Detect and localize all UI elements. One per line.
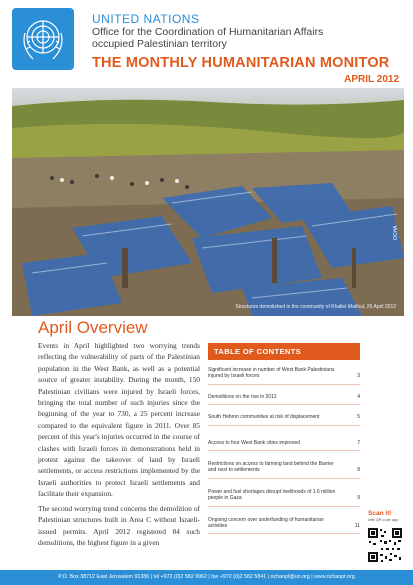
toc-heading: TABLE OF CONTENTS [208, 343, 360, 360]
toc-item[interactable] [208, 385, 360, 405]
qr-sublabel: with QR code app [368, 518, 399, 522]
toc-item-page: 11 [354, 523, 360, 530]
toc-item[interactable] [208, 479, 360, 507]
un-emblem-icon [12, 8, 74, 70]
organization-name: UNITED NATIONS [92, 12, 200, 26]
toc-item[interactable] [208, 507, 360, 535]
office-name: Office for the Coordination of Humanitarian Affairs [92, 26, 324, 38]
publication-title: THE MONTHLY HUMANITARIAN MONITOR [92, 55, 390, 71]
toc-item[interactable] [208, 426, 360, 451]
toc-item-page: 5 [357, 414, 360, 421]
toc-item-page: 9 [357, 495, 360, 502]
photo-side-label: OCHA [393, 225, 399, 240]
toc-item[interactable] [208, 360, 360, 385]
toc-item-title: Access to four West Bank cities improved [208, 439, 300, 446]
toc-item[interactable] [208, 405, 360, 425]
territory-name: occupied Palestinian territory [92, 38, 227, 50]
qr-label-text: Scan it! [368, 510, 392, 517]
qr-label [368, 510, 398, 524]
section-heading: April Overview [38, 318, 148, 337]
toc-item-title: Ongoing concern over underfunding of humanitarian activities [208, 516, 324, 530]
overview-body [38, 340, 200, 551]
header-block [92, 12, 404, 50]
issue-date: APRIL 2012 [344, 74, 399, 85]
toc-item-title: South Hebron communities at risk of displacement [208, 414, 320, 421]
toc-item-title: Significant increase in number of West Bank Palestinians injured by Israeli forces [208, 367, 335, 380]
qr-code-icon[interactable] [366, 526, 404, 564]
footer-contact: P.O. Box 38712 East Jerusalem 91386 | tel +972 (0)2 582 9962 | fax +972 (0)2 582 5841 | ochaopt@un.org | www.ochaopt.org [0, 570, 413, 585]
toc-item-title: Restrictions on access to farming land behind the Barrier and next to settlements [208, 461, 334, 474]
photo-credit: Structures demolished in the community of Khallet Makhul, 26 April 2012 [235, 304, 396, 310]
overview-paragraph: Events in April highlighted two worrying trends reflecting the vulnerability of parts of the Palestinian population in the West Bank, as well as a potential source of greater instability. During the month, 150 Palestinian civilians were injured by Israeli forces, bringing the total number of such injuries since the beginning of the year to 730, a 25 percent increase compared to the equivalent figure in 2011. Over 85 percent of this year's injuries occurred in the course of clashes with Israeli forces in demonstrations held in protest against the takeover of land by Israeli settlements, or access restrictions implemented by the Israeli authorities to protect Israeli settlements and facilitate their expansion. [38, 341, 200, 499]
toc-item-page: 3 [357, 373, 360, 380]
toc-item[interactable] [208, 451, 360, 479]
toc-item-title: Demolitions on the rise in 2012 [208, 393, 277, 400]
toc-item-page: 7 [357, 439, 360, 446]
cover-photo [12, 88, 404, 316]
table-of-contents [208, 343, 360, 534]
toc-item-title: Power and fuel shortages disrupt livelihoods of 1.6 million people in Gaza [208, 488, 336, 502]
overview-paragraph: The second worrying trend concerns the demolition of Palestinian structures built in Area C without Israeli-issued permits. April 2012 registered 84 such demolitions, the highest figure in a given [38, 503, 200, 547]
toc-item-page: 4 [357, 393, 360, 400]
toc-item-page: 8 [357, 467, 360, 474]
